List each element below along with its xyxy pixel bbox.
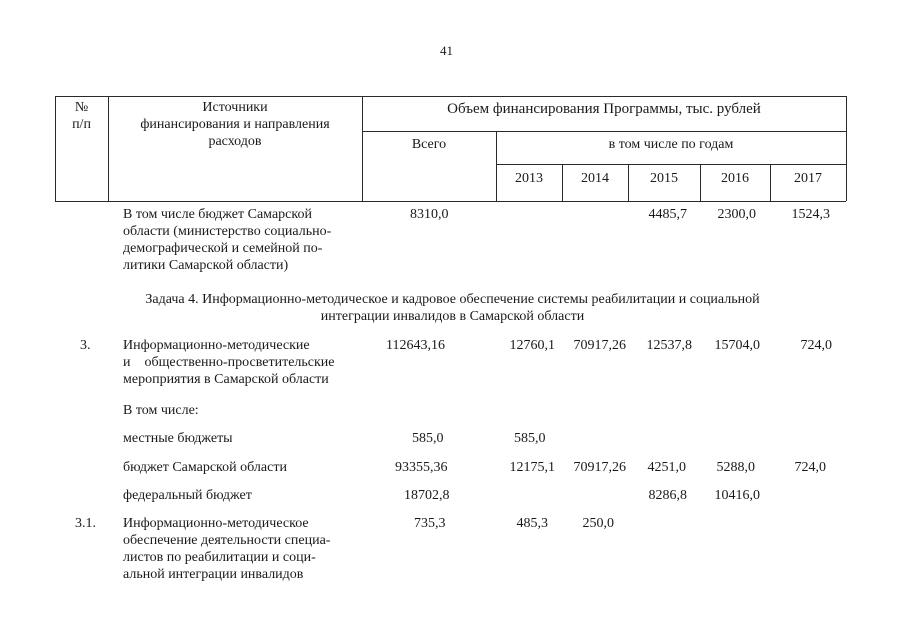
col-by-years-label: в том числе по годам (608, 137, 734, 152)
cell-2014: 70917,26 (573, 460, 626, 475)
col-num-label-1: № (74, 100, 89, 115)
cell-2017: 724,0 (794, 460, 826, 475)
col-volume-title: Объем финансирования Программы, тыс. рублей (447, 101, 761, 117)
col-source-label-3: расходов (208, 134, 262, 149)
task-heading-line1: Задача 4. Информационно-методическое и кадровое обеспечение системы реабилитации и социальной (145, 292, 760, 307)
year-2017: 2017 (794, 171, 822, 186)
cell-2014: 250,0 (582, 516, 614, 531)
cell-2017: 1524,3 (791, 207, 830, 222)
cell-total: 8310,0 (410, 207, 449, 222)
row-number: 3.1. (75, 516, 96, 531)
cell-total: 112643,16 (386, 338, 445, 353)
cell-2013: 585,0 (514, 431, 546, 446)
row-label-line: В том числе бюджет Самарской (123, 207, 312, 222)
year-2014: 2014 (581, 171, 609, 186)
year-2015: 2015 (650, 171, 678, 186)
cell-2013: 12760,1 (509, 338, 555, 353)
col-total-label: Всего (411, 137, 447, 152)
row-label-line: Информационно-методическое (123, 516, 309, 531)
row-label-line: листов по реабилитации и соци- (123, 550, 316, 565)
row-label-line: мероприятия в Самарской области (123, 372, 329, 387)
cell-2015: 4485,7 (648, 207, 687, 222)
row-label: федеральный бюджет (123, 488, 252, 503)
cell-2016: 10416,0 (714, 488, 760, 503)
row-label: местные бюджеты (123, 431, 233, 446)
cell-2014: 70917,26 (573, 338, 626, 353)
cell-2016: 2300,0 (717, 207, 756, 222)
page-number: 41 (440, 43, 453, 58)
row-label-line: альной интеграции инвалидов (123, 567, 304, 582)
col-num-label-2: п/п (72, 117, 91, 132)
col-source-label-2: финансирования и направления (140, 117, 330, 132)
row-label-line: демографической и семейной по- (123, 241, 323, 256)
cell-total: 18702,8 (404, 488, 450, 503)
cell-total: 585,0 (412, 431, 444, 446)
cell-total: 93355,36 (395, 460, 448, 475)
year-2013: 2013 (515, 171, 543, 186)
task-heading-line2: интеграции инвалидов в Самарской области (320, 309, 585, 324)
row-label-line: литики Самарской области) (123, 258, 289, 273)
year-2016: 2016 (721, 171, 749, 186)
row-number: 3. (80, 338, 91, 353)
cell-2013: 12175,1 (509, 460, 555, 475)
row-label-line: Информационно-методические (123, 338, 310, 353)
cell-2016: 15704,0 (714, 338, 760, 353)
cell-2015: 12537,8 (646, 338, 692, 353)
cell-2017: 724,0 (800, 338, 832, 353)
cell-2016: 5288,0 (716, 460, 755, 475)
cell-2015: 4251,0 (647, 460, 686, 475)
row-label-line: области (министерство социально- (123, 224, 332, 239)
including-label: В том числе: (123, 403, 199, 418)
col-source-label-1: Источники (202, 100, 268, 115)
cell-2013: 485,3 (516, 516, 548, 531)
row-label-line: обеспечение деятельности специа- (123, 533, 331, 548)
cell-total: 735,3 (414, 516, 446, 531)
row-label-line: и общественно-просветительские (123, 355, 335, 370)
row-label: бюджет Самарской области (123, 460, 287, 475)
cell-2015: 8286,8 (648, 488, 687, 503)
